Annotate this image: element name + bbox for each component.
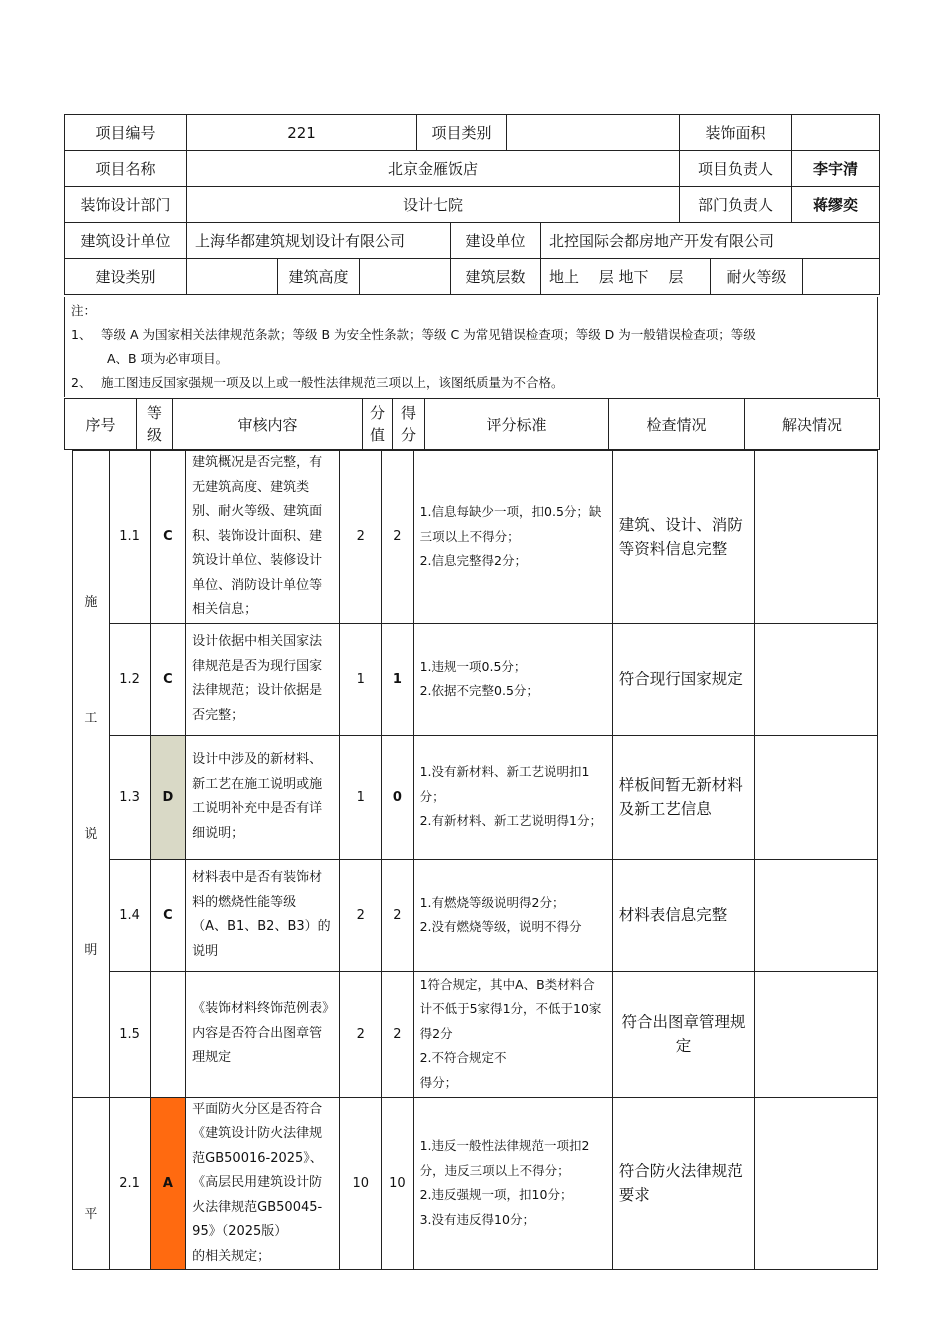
- grade-cell: C: [150, 623, 186, 735]
- dept-leader-value: 蒋缪奕: [792, 187, 880, 223]
- build-height-label: 建筑高度: [278, 259, 360, 295]
- grade-cell: [150, 971, 186, 1097]
- resolve-cell: [755, 1097, 878, 1270]
- got-cell: 2: [382, 971, 413, 1097]
- notes-block: [64, 297, 878, 397]
- standard-text: [414, 891, 612, 940]
- content-line: 《装饰材料终饰范例表》内容是否符合出图章管理规定: [192, 1001, 329, 1066]
- note-2-text: 施工图违反国家强规一项及以上或一般性法律规范三项以上，该图纸质量为不合格。: [101, 375, 564, 390]
- standard-line: 1符合规定，其中A、B类材料合计不低于5家得1分，不低于10家得2分: [419, 976, 602, 1041]
- standard-line: 2.依据不完整0.5分；: [419, 683, 539, 698]
- col-content: 审核内容: [173, 399, 363, 450]
- check-cell: [612, 859, 755, 971]
- standard-line: 1.没有新材料、新工艺说明扣1分；: [419, 764, 590, 804]
- standard-line: 1.违规一项0.5分；: [419, 658, 527, 674]
- standard-line: 1.违反一般性法律规范一项扣2分，违反三项以上不得分；: [419, 1138, 590, 1178]
- check-cell: [612, 971, 755, 1097]
- note-1: [71, 323, 871, 347]
- section-char: 平: [84, 1206, 98, 1222]
- check-text: 符合防火法律规范要求: [618, 1162, 743, 1205]
- project-no-label: 项目编号: [65, 115, 187, 151]
- seq-cell: 1.1: [109, 451, 150, 624]
- resolve-cell: [755, 735, 878, 859]
- got-cell: 1: [382, 623, 413, 735]
- standard-text: [414, 973, 612, 1096]
- section-char: 工: [84, 711, 98, 726]
- notes-title: 注：: [71, 303, 97, 318]
- score-cell: 10: [340, 1097, 382, 1270]
- resolve-cell: [755, 623, 878, 735]
- check-cell: [612, 623, 755, 735]
- score-cell: 1: [340, 735, 382, 859]
- table-row: [73, 623, 878, 735]
- standard-line: 得分；: [419, 1074, 458, 1090]
- standard-text: [414, 500, 612, 574]
- building-info-table: [64, 222, 880, 295]
- col-check: 检查情况: [609, 399, 745, 450]
- check-text: 符合出图章管理规定: [621, 1013, 746, 1055]
- dept-leader-label: 部门负责人: [680, 187, 792, 223]
- check-cell: [612, 735, 755, 859]
- note-1-line1: 等级 A 为国家相关法律规范条款；等级 B 为安全性条款；等级 C 为常见错误检查项；等级 D 为一般错误检查项；等级: [101, 327, 756, 342]
- standard-line: 2.没有燃烧等级，说明不得分: [419, 919, 582, 934]
- col-grade: [137, 399, 173, 450]
- standard-cell: [413, 971, 612, 1097]
- section-label: [73, 451, 109, 1075]
- standard-line: 1.有燃烧等级说明得2分；: [419, 894, 565, 910]
- content-line: 设计依据中相关国家法律规范是否为现行国家法律规范；设计依据是否完整；: [192, 634, 323, 723]
- section-char: 说: [84, 827, 98, 842]
- section-char: 施: [84, 595, 98, 610]
- check-text: 样板间暂无新材料及新工艺信息: [618, 776, 743, 818]
- content-text: [186, 451, 339, 623]
- got-cell: 2: [382, 451, 413, 624]
- resolve-cell: [755, 859, 878, 971]
- standard-cell: [413, 451, 612, 624]
- build-height-value: [360, 259, 451, 295]
- grade-cell: C: [150, 451, 186, 624]
- resolve-cell: [755, 451, 878, 624]
- project-name-value: 北京金雁饭店: [187, 151, 680, 187]
- build-unit-value: 北控国际会都房地产开发有限公司: [541, 223, 880, 259]
- content-text: [186, 997, 339, 1071]
- standard-cell: [413, 859, 612, 971]
- got-cell: 0: [382, 735, 413, 859]
- table-row: [73, 735, 878, 859]
- content-line: 的相关规定；: [192, 1248, 271, 1264]
- content-line: 材料表中是否有装饰材料的燃烧性能等级: [192, 870, 323, 910]
- content-text: [186, 630, 339, 728]
- standard-line: 2.违反强规一项，扣10分；: [419, 1187, 573, 1203]
- fire-grade-value: [803, 259, 880, 295]
- score-cell: 2: [340, 451, 382, 624]
- section-char: 明: [84, 943, 98, 958]
- table-row: [73, 859, 878, 971]
- seq-cell: 1.5: [109, 971, 150, 1097]
- build-type-value: [187, 259, 278, 295]
- standard-line: 2.有新材料、新工艺说明得1分；: [419, 813, 602, 829]
- design-dept-value: 设计七院: [187, 187, 680, 223]
- floors-label: 建筑层数: [451, 259, 541, 295]
- seq-cell: 1.2: [109, 623, 150, 735]
- col-resolve: 解决情况: [745, 399, 880, 450]
- standard-cell: [413, 623, 612, 735]
- arch-unit-label: 建筑设计单位: [65, 223, 187, 259]
- content-text: [186, 748, 339, 846]
- standard-text: [414, 760, 612, 834]
- design-dept-label: 装饰设计部门: [65, 187, 187, 223]
- note-2-num: 2、: [71, 375, 92, 390]
- seq-cell: 1.4: [109, 859, 150, 971]
- project-leader-value: 李宇清: [792, 151, 880, 187]
- content-cell: [186, 971, 340, 1097]
- section-label-cell: [73, 1097, 110, 1270]
- table-row: [73, 971, 878, 1097]
- review-column-header: [64, 398, 880, 450]
- score-cell: 1: [340, 623, 382, 735]
- content-line: 平面防火分区是否符合《建筑设计防火法律规范GB50016-2025》、《高层民用建筑设计防火法律规范GB50045-95》（2025版）: [192, 1101, 323, 1239]
- standard-text: [414, 655, 612, 704]
- build-unit-label: 建设单位: [451, 223, 541, 259]
- content-line: 设计中涉及的新材料、新工艺在施工说明或施工说明补充中是否有详细说明；: [192, 752, 323, 841]
- content-cell: [186, 623, 340, 735]
- standard-line: 3.没有违反得10分；: [419, 1211, 535, 1227]
- content-text: [186, 1098, 339, 1270]
- table-row: [73, 1097, 878, 1270]
- seq-cell: 1.3: [109, 735, 150, 859]
- content-text: [186, 866, 339, 964]
- col-score: [363, 399, 393, 450]
- note-2: [71, 371, 871, 395]
- standard-text: [414, 1134, 612, 1232]
- score-cell: 2: [340, 859, 382, 971]
- floors-value: 地上 层 地下 层: [541, 259, 711, 295]
- grade-cell: C: [150, 859, 186, 971]
- check-cell: [612, 451, 755, 624]
- got-cell: 10: [382, 1097, 413, 1270]
- note-1-num: 1、: [71, 327, 92, 342]
- content-line: （A、B1、B2、B3）的说明: [192, 919, 331, 959]
- got-cell: 2: [382, 859, 413, 971]
- review-body-table: [72, 450, 878, 1270]
- content-cell: [186, 859, 340, 971]
- grade-cell: A: [150, 1097, 186, 1270]
- fire-grade-label: 耐火等级: [711, 259, 803, 295]
- section-label: [73, 1098, 109, 1264]
- project-name-label: 项目名称: [65, 151, 187, 187]
- content-cell: [186, 1097, 340, 1270]
- col-got: [393, 399, 425, 450]
- project-info-table: [64, 114, 880, 223]
- standard-cell: [413, 1097, 612, 1270]
- project-type-label: 项目类别: [417, 115, 507, 151]
- content-cell: [186, 451, 340, 624]
- standard-line: 1.信息每缺少一项，扣0.5分；缺三项以上不得分；: [419, 504, 602, 544]
- col-score-label: 分值: [369, 404, 385, 444]
- col-got-label: 得分: [400, 404, 416, 444]
- col-seq: 序号: [65, 399, 137, 450]
- content-cell: [186, 735, 340, 859]
- project-type-value: [507, 115, 680, 151]
- col-standard: 评分标准: [425, 399, 609, 450]
- col-grade-label: 等级: [146, 404, 162, 444]
- check-text: 材料表信息完整: [618, 906, 728, 924]
- section-label-cell: [73, 451, 110, 1098]
- grade-cell: D: [150, 735, 186, 859]
- seq-cell: 2.1: [109, 1097, 150, 1270]
- table-row: [73, 451, 878, 624]
- check-cell: [612, 1097, 755, 1270]
- build-type-label: 建设类别: [65, 259, 187, 295]
- content-line: 建筑概况是否完整，有无建筑高度、建筑类别、耐火等级、建筑面积、装饰设计面积、建筑设计单位、装修设计单位、消防设计单位等相关信息；: [192, 455, 323, 617]
- standard-line: 2.不符合规定不: [419, 1050, 507, 1066]
- project-no-value: 221: [187, 115, 417, 151]
- standard-line: 2.信息完整得2分；: [419, 553, 527, 568]
- score-cell: 2: [340, 971, 382, 1097]
- standard-cell: [413, 735, 612, 859]
- deco-area-value: [792, 115, 880, 151]
- note-1-line2: A、B 项为必审项目。: [107, 351, 229, 366]
- resolve-cell: [755, 971, 878, 1097]
- deco-area-label: 装饰面积: [680, 115, 792, 151]
- check-text: 符合现行国家规定: [618, 670, 743, 688]
- project-leader-label: 项目负责人: [680, 151, 792, 187]
- check-text: 建筑、设计、消防等资料信息完整: [618, 515, 743, 558]
- arch-unit-value: 上海华都建筑规划设计有限公司: [187, 223, 451, 259]
